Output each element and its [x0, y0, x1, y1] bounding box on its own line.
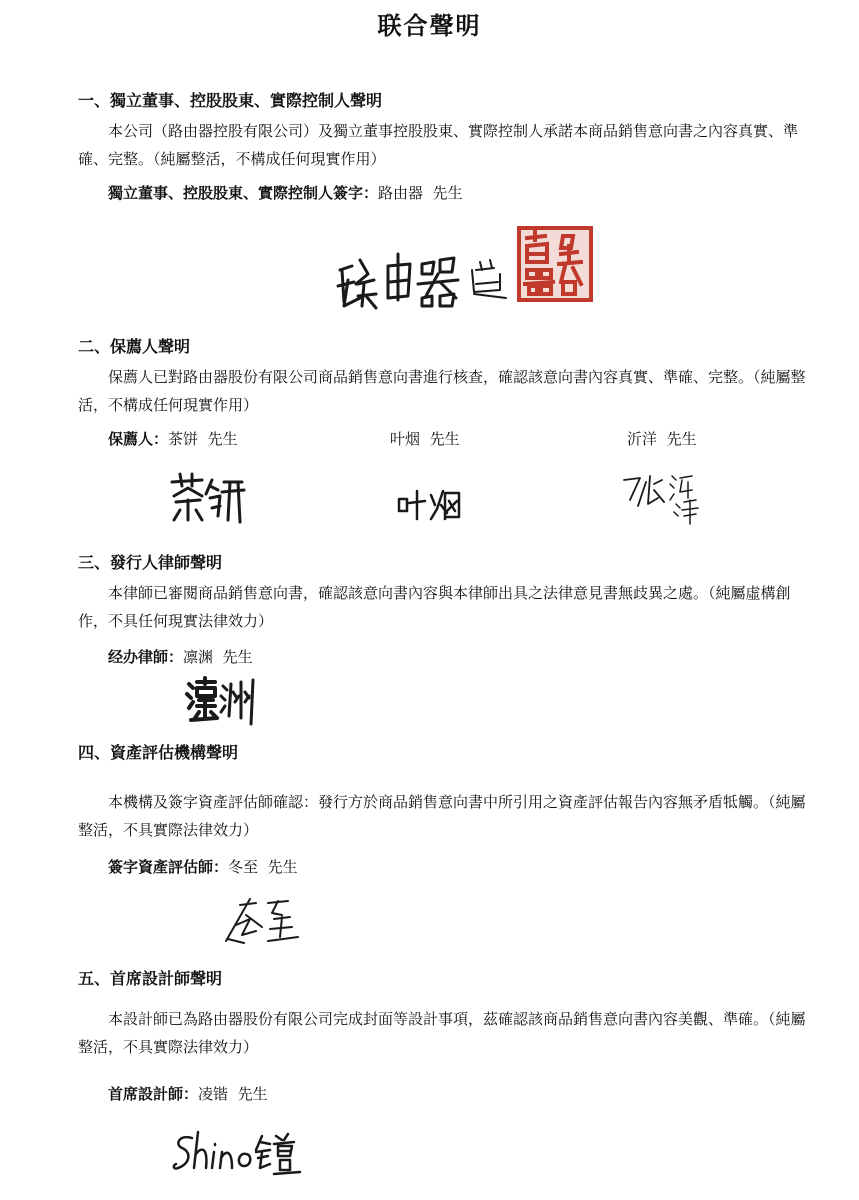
- signer-title: 先生: [237, 1085, 268, 1103]
- signer-name: 沂洋: [627, 430, 658, 448]
- signer-label: 经办律師：: [108, 648, 184, 666]
- section-5-signer: [108, 1083, 268, 1104]
- section-3-body: 本律師已審閱商品銷售意向書，確認該意向書內容與本律師出具之法律意見書無歧異之處。（純屬虛構創作，不具任何現實法律效力）: [78, 584, 791, 630]
- signer-name: 路由器: [378, 184, 424, 202]
- signer-title: 先生: [267, 858, 298, 876]
- signer-name: 茶饼: [168, 430, 199, 448]
- signature-lingkai: [170, 1128, 315, 1178]
- signer-title: 先生: [207, 430, 238, 448]
- section-2-signer-3: [627, 428, 697, 449]
- signer-name: 凛渊: [183, 648, 214, 666]
- section-2-signer-2: [390, 428, 460, 449]
- signer-title: 先生: [222, 648, 253, 666]
- section-4-body: 本機構及簽字資產評估師確認：發行方於商品銷售意向書中所引用之資產評估報告內容無矛盾牴觸。（純屬整活，不具實際法律效力）: [78, 793, 806, 839]
- signer-name: 叶烟: [390, 430, 421, 448]
- signature-yeyan: [395, 485, 465, 525]
- section-1-heading: 一、獨立董事、控股股東、實際控制人聲明: [78, 91, 383, 110]
- section-3-signer: [108, 646, 253, 667]
- company-seal: [515, 224, 595, 304]
- signer-title: 先生: [429, 430, 460, 448]
- section-2-heading: 二、保薦人聲明: [78, 337, 191, 356]
- section-1-body: 本公司（路由器控股有限公司）及獨立董事控股股東、實際控制人承諾本商品銷售意向書之內容真實、準確、完整。（純屬整活，不構成任何現實作用）: [78, 122, 799, 168]
- signer-label: 簽字資產評估師：: [108, 858, 229, 876]
- page-title: 联合聲明: [377, 12, 482, 40]
- signature-luyouqi: [330, 240, 510, 315]
- signer-name: 冬至: [228, 858, 259, 876]
- signer-title: 先生: [666, 430, 697, 448]
- signature-yiyang: [618, 468, 708, 528]
- signer-label: 保薦人：: [108, 430, 169, 448]
- section-5-heading: 五、首席設計師聲明: [78, 969, 223, 988]
- signer-title: 先生: [432, 184, 463, 202]
- signature-dongzhi: [222, 895, 302, 950]
- section-5-body: 本設計師已為路由器股份有限公司完成封面等設計事項，茲確認該商品銷售意向書內容美觀、準確。（純屬整活，不具實際法律效力）: [78, 1010, 806, 1056]
- section-2-signer-1: [108, 428, 238, 449]
- signature-linyuan: [185, 676, 257, 726]
- section-1-signer: [108, 182, 463, 203]
- section-4-signer: [108, 856, 298, 877]
- section-4-heading: 四、資產評估機構聲明: [78, 743, 239, 762]
- signer-label: 獨立董事、控股股東、實際控制人簽字：: [108, 184, 379, 202]
- signer-label: 首席設計師：: [108, 1085, 199, 1103]
- signer-name: 凌锴: [198, 1085, 229, 1103]
- signature-chabing: [168, 470, 248, 525]
- section-3-heading: 三、發行人律師聲明: [78, 553, 223, 572]
- section-2-body: 保薦人已對路由器股份有限公司商品銷售意向書進行核查，確認該意向書內容真實、準確、完整。（純屬整活，不構成任何現實作用）: [78, 368, 806, 414]
